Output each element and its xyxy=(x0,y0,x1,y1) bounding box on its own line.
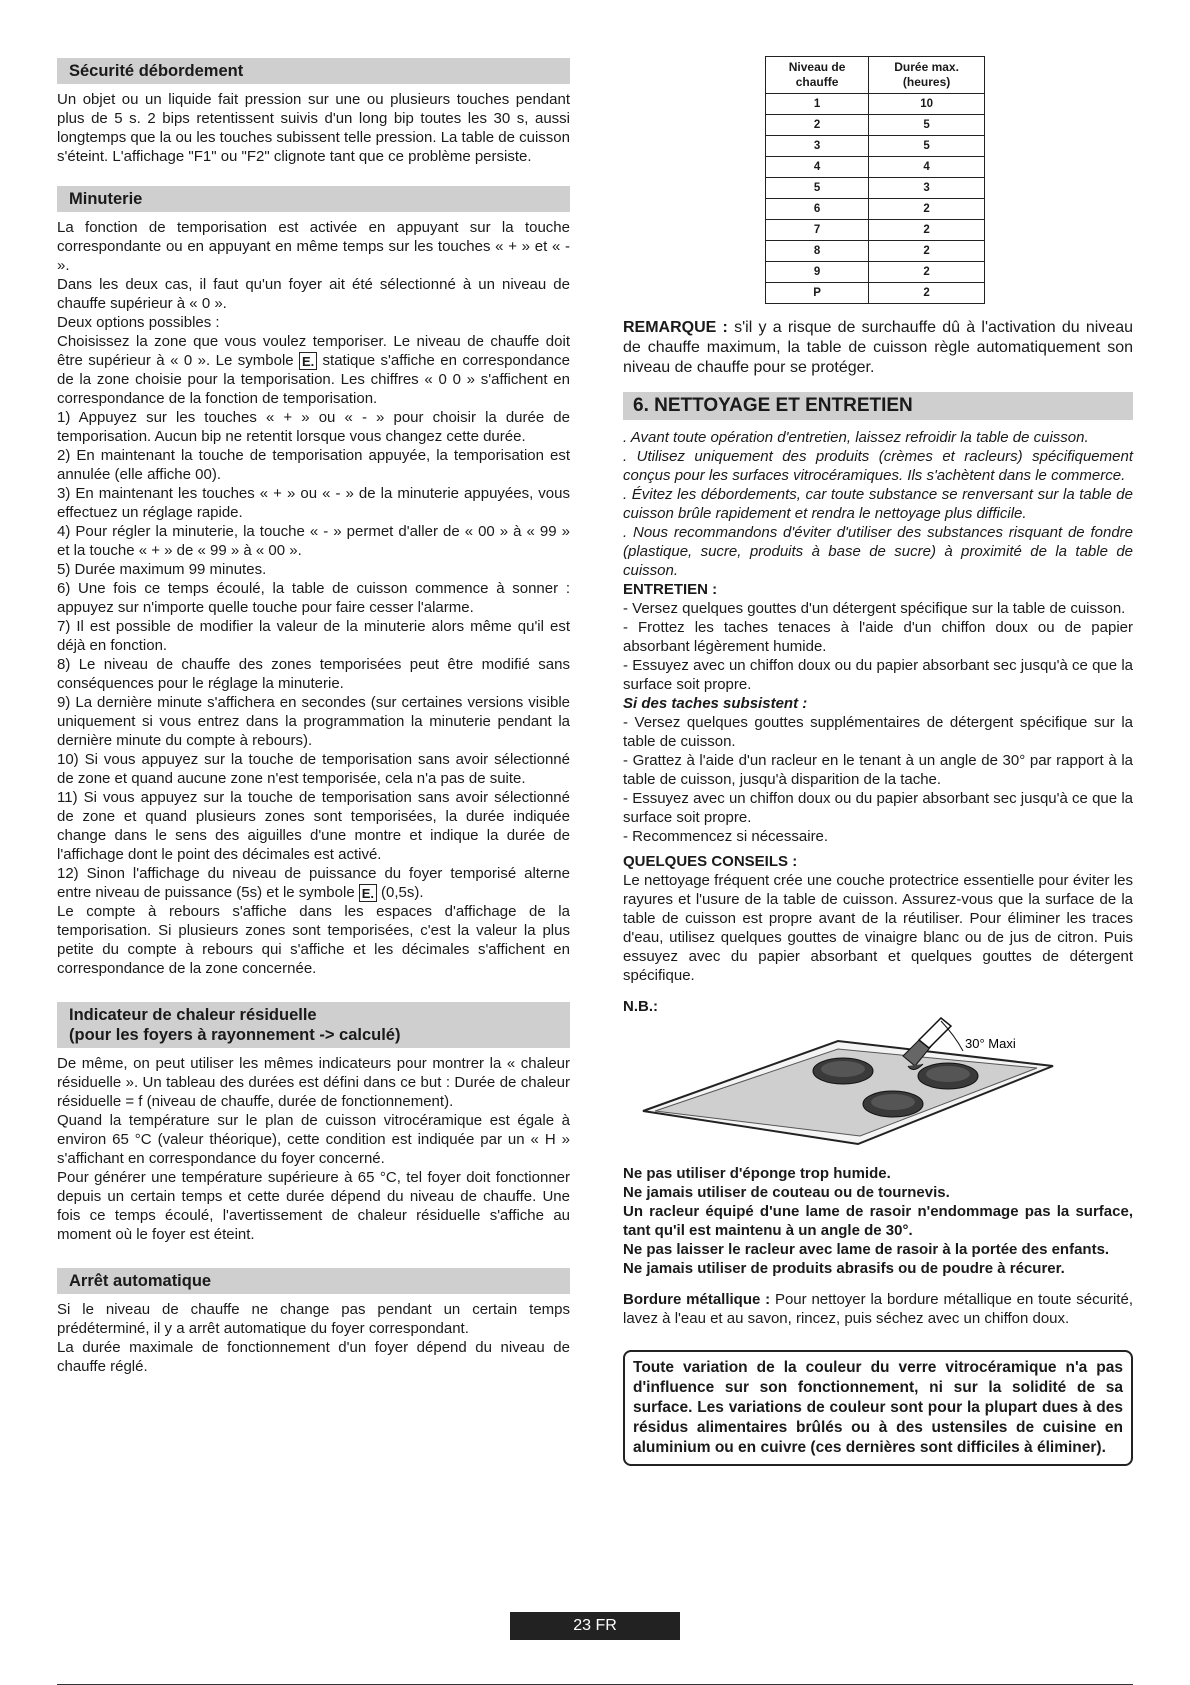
entretien-label: ENTRETIEN : xyxy=(623,581,718,598)
section-minuterie xyxy=(57,186,570,978)
table-cell: 10 xyxy=(869,94,985,115)
table-row xyxy=(766,136,985,157)
table-cell: 8 xyxy=(766,241,869,262)
list-item: . Avant toute opération d'entretien, laissez refroidir la table de cuisson. xyxy=(623,429,1089,446)
list-item: - Grattez à l'aide d'un racleur en le tenant à un angle de 30° par rapport à la table de cuisson, jusqu'à disparition de la tache. xyxy=(623,752,1133,788)
table-row xyxy=(766,94,985,115)
taches-list xyxy=(623,713,1133,846)
list-item: 4) Pour régler la minuterie, la touche « - » permet d'aller de « 00 » à « 99 » et la touche « + » de « 99 » à « 00 ». xyxy=(57,523,570,560)
table-row xyxy=(766,241,985,262)
paragraph: Le nettoyage fréquent crée une couche protectrice essentielle pour éviter les rayures et l'usure de la table de cuisson. Assurez-vous que la surface de la table de cuisson est propre avant de la réutiliser. Pour éliminer les traces d'eau, utilisez quelques gouttes de vinaigre blanc ou de jus de citron. Puis essuyez avec du papier absorbant et quelques gouttes de détergent spécifique. xyxy=(623,872,1133,984)
paragraph: Quand la température sur le plan de cuisson vitrocéramique est égale à environ 65 °C (valeur théorique), cette condition est indiquée par un « H » s'affichant en correspondance du foyer concerné. xyxy=(57,1112,570,1168)
list-item: Un racleur équipé d'une lame de rasoir n'endommage pas la surface, tant qu'il est maintenu à un angle de 30°. xyxy=(623,1203,1133,1239)
table-cell: 5 xyxy=(766,178,869,199)
table-cell: 6 xyxy=(766,199,869,220)
timer-symbol-icon: E. xyxy=(299,352,317,370)
heat-duration-table xyxy=(765,56,985,304)
list-item: - Essuyez avec un chiffon doux ou du papier absorbant sec jusqu'à ce que la surface soit propre. xyxy=(623,657,1133,693)
table-row xyxy=(766,115,985,136)
page-number: 23 FR xyxy=(510,1612,680,1640)
table-header: Niveau de chauffe xyxy=(766,57,869,94)
list-item: Ne jamais utiliser de produits abrasifs ou de poudre à récurer. xyxy=(623,1260,1065,1277)
paragraph: Dans les deux cas, il faut qu'un foyer ait été sélectionné à un niveau de chauffe supérieur à « 0 ». xyxy=(57,276,570,312)
table-cell: 2 xyxy=(766,115,869,136)
paragraph: La fonction de temporisation est activée en appuyant sur la touche correspondante ou en appuyant en même temps sur les touches « + » et « - ». xyxy=(57,219,570,274)
list-item: . Nous recommandons d'éviter d'utiliser des substances risquant de fondre (plastique, sucre, produits à base de sucre) à proximité de la table de cuisson. xyxy=(623,524,1133,579)
paragraph: Choisissez la zone que vous voulez temporiser. Le niveau de chauffe doit être supérieur à « 0 ». Le symbole E. statique s'affiche en correspondance de la zone choisie pour la temporisation. Les chiffres « 0 0 » s'affichent en correspondance de la fonction de temporisation. xyxy=(57,333,570,408)
list-item: - Frottez les taches tenaces à l'aide d'un chiffon doux ou de papier absorbant légèrement humide. xyxy=(623,619,1133,655)
section-title: Indicateur de chaleur résiduelle (pour les foyers à rayonnement -> calculé) xyxy=(57,1002,570,1048)
warnings-list xyxy=(623,1164,1133,1278)
table-cell: 5 xyxy=(869,115,985,136)
section-title-nettoyage: 6. NETTOYAGE ET ENTRETIEN xyxy=(623,392,1133,420)
table-row xyxy=(766,157,985,178)
list-item: - Versez quelques gouttes supplémentaires de détergent spécifique sur la table de cuisson. xyxy=(623,714,1133,750)
remarque: REMARQUE : s'il y a risque de surchauffe dû à l'activation du niveau de chauffe maximum, la table de cuisson règle automatiquement son niveau de chauffe pour se protéger. xyxy=(623,319,1133,376)
nb-label: N.B.: xyxy=(623,998,658,1015)
table-row xyxy=(766,262,985,283)
list-item: Ne jamais utiliser de couteau ou de tournevis. xyxy=(623,1184,950,1201)
table-cell: 2 xyxy=(869,199,985,220)
timer-list xyxy=(57,408,570,864)
list-item: . Évitez les débordements, car toute substance se renversant sur la table de cuisson brûle rapidement et rendra le nettoyage plus difficile. xyxy=(623,486,1133,522)
table-cell: 3 xyxy=(766,136,869,157)
timer-symbol-icon: E. xyxy=(359,884,377,902)
list-item: 11) Si vous appuyez sur la touche de temporisation sans avoir sélectionné de zone et quand plusieurs zones sont temporisées, la durée indiquée change dans le sens des aiguilles d'une montre et indique la durée de l'affichage dont le point des décimales est activé. xyxy=(57,789,570,864)
right-column xyxy=(623,318,1133,1466)
list-item: 8) Le niveau de chauffe des zones temporisées peut être modifié sans conséquences pour le réglage la minuterie. xyxy=(57,656,570,693)
table-row xyxy=(766,178,985,199)
intro-list xyxy=(623,428,1133,580)
table-cell: 9 xyxy=(766,262,869,283)
table-cell: 1 xyxy=(766,94,869,115)
list-item: Ne pas utiliser d'éponge trop humide. xyxy=(623,1165,891,1182)
list-item: - Versez quelques gouttes d'un détergent spécifique sur la table de cuisson. xyxy=(623,600,1126,617)
scraper-illustration xyxy=(623,1016,1133,1146)
table-cell: 2 xyxy=(869,283,985,304)
list-item: 6) Une fois ce temps écoulé, la table de cuisson commence à sonner : appuyez sur n'importe quelle touche pour faire cesser l'alarme. xyxy=(57,580,570,617)
paragraph: Un objet ou un liquide fait pression sur une ou plusieurs touches pendant plus de 5 s. 2 bips retentissent suivis d'un long bip toutes les 30 s, aussi longtemps que la ou les touches subissent telle pression. La table de cuisson s'éteint. L'affichage "F1" ou "F2" clignote tant que ce problème persiste. xyxy=(57,91,570,165)
info-box: Toute variation de la couleur du verre vitrocéramique n'a pas d'influence sur son fonctionnement, ni sur la solidité de sa surface. Les variations de couleur sont pour la plupart dues à des résidus alimentaires brûlés ou à des ustensiles de cuisine en aluminium ou en cuivre (ces dernières sont difficiles à éliminer). xyxy=(623,1350,1133,1466)
section-chaleur-residuelle xyxy=(57,1002,570,1244)
paragraph: Deux options possibles : xyxy=(57,314,220,331)
paragraph: Le compte à rebours s'affiche dans les espaces d'affichage de la temporisation. Si plusieurs zones sont temporisées, c'est la valeur la plus petite du compte à rebours qui s'affiche et les décimales s'affichent en correspondance de la zone concernée. xyxy=(57,903,570,978)
table-header: Durée max. (heures) xyxy=(869,57,985,94)
section-title: Arrêt automatique xyxy=(57,1268,570,1294)
section-title: Sécurité débordement xyxy=(57,58,570,84)
list-item: 5) Durée maximum 99 minutes. xyxy=(57,561,267,579)
table-cell: 4 xyxy=(766,157,869,178)
table-cell: 7 xyxy=(766,220,869,241)
list-item: Ne pas laisser le racleur avec lame de rasoir à la portée des enfants. xyxy=(623,1241,1110,1258)
section-arret-auto xyxy=(57,1268,570,1376)
list-item: 1) Appuyez sur les touches « + » ou « - » pour choisir la durée de temporisation. Aucun bip ne retentit lorsque vous changez cette durée. xyxy=(57,409,570,446)
conseils-label: QUELQUES CONSEILS : xyxy=(623,853,798,870)
taches-label: Si des taches subsistent : xyxy=(623,695,808,712)
paragraph: Si le niveau de chauffe ne change pas pendant un certain temps prédéterminé, il y a arrêt automatique du foyer correspondant. xyxy=(57,1301,570,1338)
left-column xyxy=(57,58,570,1396)
table-cell: 3 xyxy=(869,178,985,199)
table-row xyxy=(766,199,985,220)
table-row xyxy=(766,283,985,304)
paragraph: Pour générer une température supérieure à 65 °C, tel foyer doit fonctionner depuis un certain temps et cette durée dépend du niveau de chauffe. Une fois ce temps écoulé, l'avertissement de chaleur résiduelle s'affiche au moment où le foyer est éteint. xyxy=(57,1169,570,1244)
list-item: - Recommencez si nécessaire. xyxy=(623,828,829,845)
list-item: 10) Si vous appuyez sur la touche de temporisation sans avoir sélectionné de zone et quand aucune zone n'est temporisée, cela n'a pas de suite. xyxy=(57,751,570,788)
list-item: 3) En maintenant les touches « + » ou « - » de la minuterie appuyées, vous effectuez un réglage rapide. xyxy=(57,485,570,522)
table-cell: 2 xyxy=(869,262,985,283)
paragraph: De même, on peut utiliser les mêmes indicateurs pour montrer la « chaleur résiduelle ». Un tableau des durées est défini dans ce but : Durée de chaleur résiduelle = f (niveau de chauffe, durée de fonctionnement). xyxy=(57,1055,570,1111)
list-item: 2) En maintenant la touche de temporisation appuyée, la temporisation est annulée (elle affiche 00). xyxy=(57,447,570,484)
section-securite xyxy=(57,58,570,166)
table-cell: 5 xyxy=(869,136,985,157)
list-item: 7) Il est possible de modifier la valeur de la minuterie alors même qu'il est déjà en fonction. xyxy=(57,618,570,655)
table-row xyxy=(766,220,985,241)
table-cell: P xyxy=(766,283,869,304)
angle-label: 30° Maxi xyxy=(965,1036,1016,1051)
table-cell: 4 xyxy=(869,157,985,178)
section-title: Minuterie xyxy=(57,186,570,212)
list-item: - Essuyez avec un chiffon doux ou du papier absorbant sec jusqu'à ce que la surface soit propre. xyxy=(623,790,1133,826)
list-item: . Utilisez uniquement des produits (crèmes et racleurs) spécifiquement conçus pour les surfaces vitrocéramiques. Ils s'achètent dans le commerce. xyxy=(623,448,1133,484)
entretien-list xyxy=(623,599,1133,694)
table-cell: 2 xyxy=(869,220,985,241)
paragraph: 12) Sinon l'affichage du niveau de puissance du foyer temporisé alterne entre niveau de puissance (5s) et le symbole E. (0,5s). xyxy=(57,865,570,902)
table-cell: 2 xyxy=(869,241,985,262)
paragraph: La durée maximale de fonctionnement d'un foyer dépend du niveau de chauffe réglé. xyxy=(57,1339,570,1376)
list-item: 9) La dernière minute s'affichera en secondes (sur certaines versions visible uniquement si vous entrez dans la programmation la minuterie pendant la dernière minute du compte à rebours). xyxy=(57,694,570,750)
bordure: Bordure métallique : Pour nettoyer la bordure métallique en toute sécurité, lavez à l'eau et au savon, rincez, puis séchez avec un chiffon doux. xyxy=(623,1291,1133,1327)
